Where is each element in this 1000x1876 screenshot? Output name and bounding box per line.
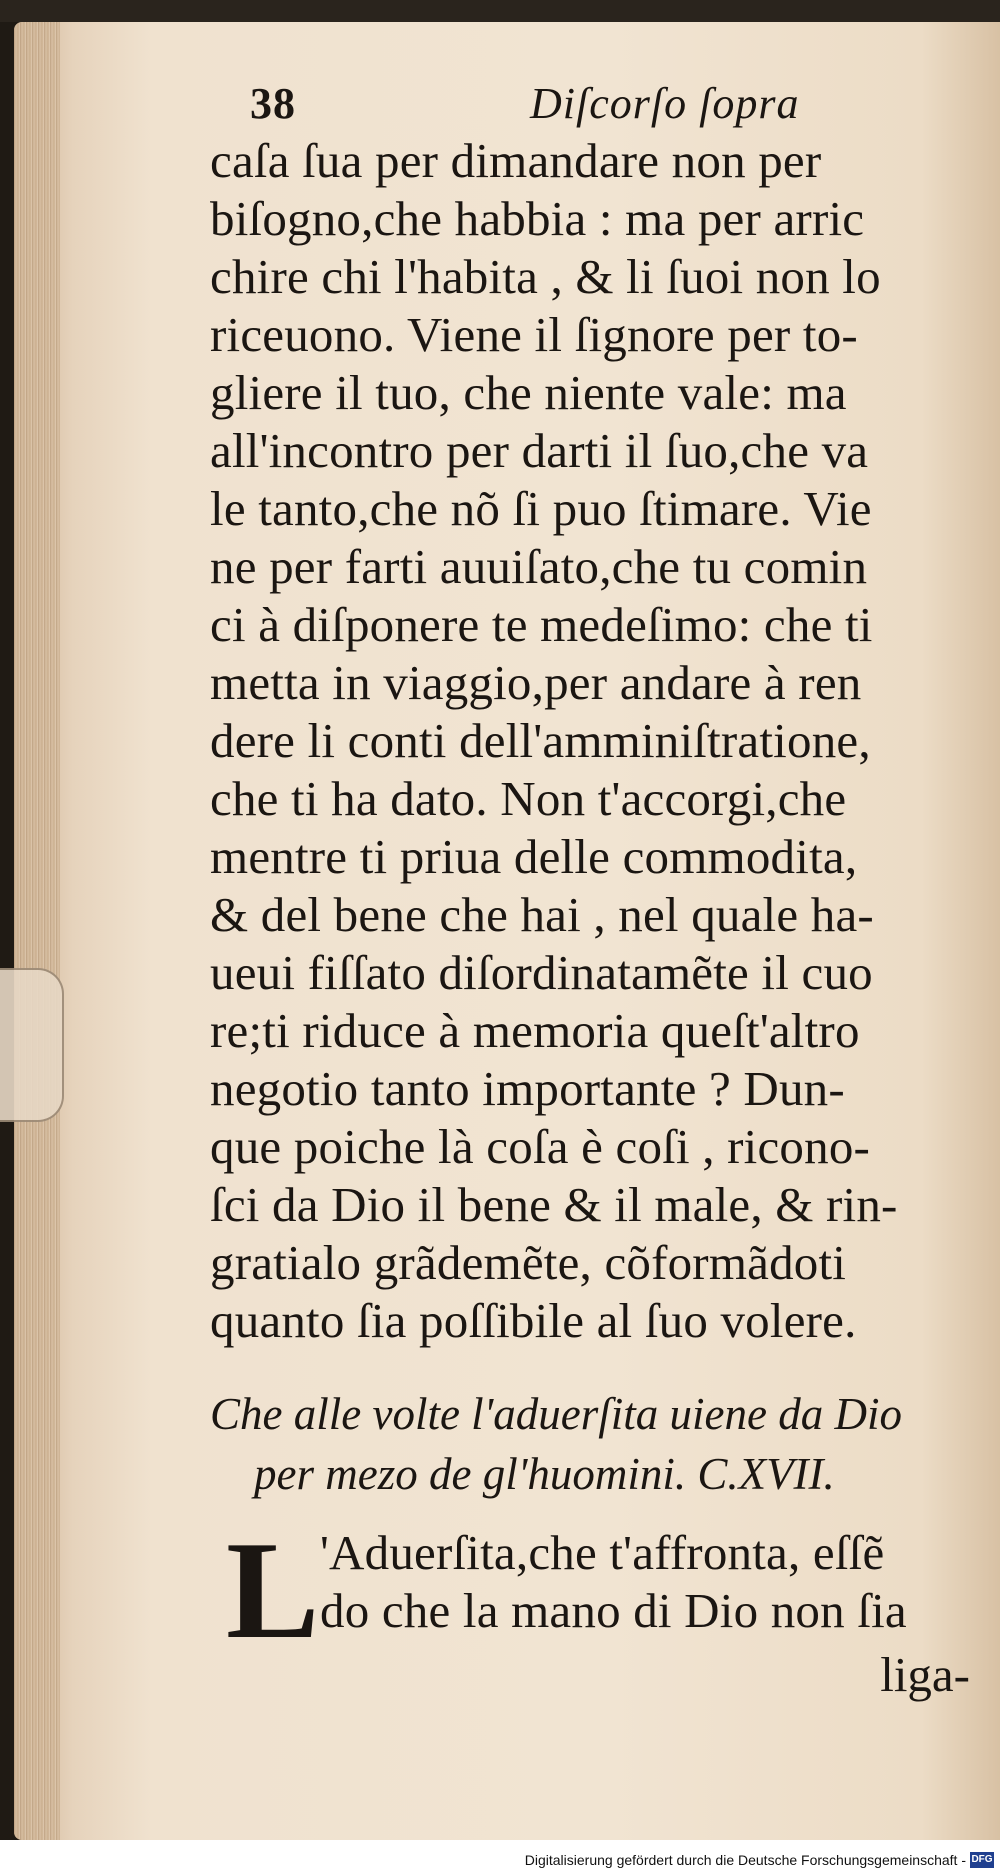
funding-credit: Digitalisierung gefördert durch die Deutsche Forschungsgemeinschaft - bbox=[524, 1852, 966, 1868]
text-line: ſci da Dio il bene & il male, & rin- bbox=[210, 1177, 898, 1232]
page-header bbox=[210, 66, 990, 132]
text-line: all'incontro per darti il ſuo,che va bbox=[210, 423, 869, 478]
text-line: negotio tanto importante ? Dun- bbox=[210, 1061, 845, 1116]
catchword: liga- bbox=[880, 1647, 970, 1702]
drop-cap: L bbox=[226, 1513, 320, 1668]
text-line: 'Aduerſita,che t'affronta, eſſẽ bbox=[320, 1525, 885, 1580]
chapter-heading-line-2: per mezo de gl'huomini. C.XVII. bbox=[254, 1449, 835, 1499]
text-line: re;ti riduce à memoria queſt'altro bbox=[210, 1003, 860, 1058]
text-line: que poiche là coſa è coſi , ricono- bbox=[210, 1119, 871, 1174]
chapter-heading-line-1: Che alle volte l'aduerſita uiene da Dio bbox=[210, 1389, 902, 1439]
text-line: chire chi l'habita , & li ſuoi non lo bbox=[210, 249, 881, 304]
text-line: ci à diſponere te medeſimo: che ti bbox=[210, 597, 873, 652]
running-title: Diſcorſo ſopra bbox=[530, 79, 800, 128]
text-line: caſa ſua per dimandare non per bbox=[210, 133, 822, 188]
footer-bar bbox=[0, 1840, 1000, 1876]
text-line: riceuono. Viene il ſignore per to- bbox=[210, 307, 858, 362]
text-line: dere li conti dell'amminiſtratione, bbox=[210, 713, 871, 768]
text-line: gliere il tuo, che niente vale: ma bbox=[210, 365, 847, 420]
dfg-logo: DFG bbox=[970, 1852, 994, 1868]
text-line: metta in viaggio,per andare à ren bbox=[210, 655, 862, 710]
text-line: le tanto,che nõ ſi puo ſtimare. Vie bbox=[210, 481, 872, 536]
page-edges bbox=[14, 22, 60, 1840]
text-line: che ti ha dato. Non t'accorgi,che bbox=[210, 771, 847, 826]
body-paragraph bbox=[210, 132, 990, 1350]
second-paragraph bbox=[210, 1513, 990, 1668]
text-line: quanto ſia poſſibile al ſuo volere. bbox=[210, 1293, 857, 1348]
top-border bbox=[0, 0, 1000, 22]
page-text bbox=[210, 66, 990, 1710]
text-line: ueui fiſſato diſordinatamẽte il cuo bbox=[210, 945, 873, 1000]
text-line: biſogno,che habbia : ma per arric bbox=[210, 191, 865, 246]
text-line: mentre ti priua delle commodita, bbox=[210, 829, 858, 884]
text-line: & del bene che hai , nel quale ha- bbox=[210, 887, 874, 942]
text-line: do che la mano di Dio non ſia bbox=[320, 1583, 907, 1638]
text-line: gratialo grãdemẽte, cõformãdoti bbox=[210, 1235, 847, 1290]
page-tab bbox=[0, 968, 64, 1122]
text-line: ne per farti auuiſato,che tu comin bbox=[210, 539, 868, 594]
page-number: 38 bbox=[250, 79, 296, 128]
